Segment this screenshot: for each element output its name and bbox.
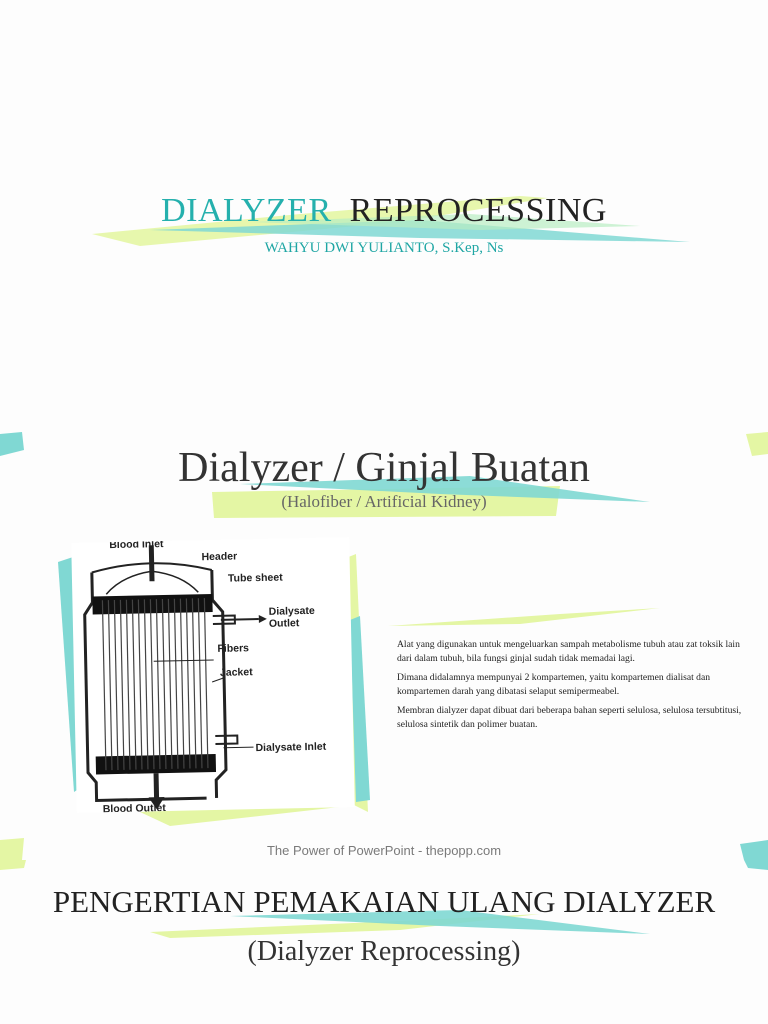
paragraph: Alat yang digunakan untuk mengeluarkan sampah metabolisme tubuh atau zat toksik lain dari dalam tubuh, bila fungsi ginjal sudah tidak memadai lagi.	[397, 639, 740, 664]
author-subtitle: WAHYU DWI YULIANTO, S.Kep, Ns	[264, 240, 504, 256]
label-dialysate-outlet-1: Dialysate	[268, 604, 315, 618]
slide-subtitle: (Halofiber / Artificial Kidney)	[281, 492, 487, 511]
slide-title	[0, 192, 768, 230]
label-header: Header	[201, 550, 238, 564]
label-dialysate-inlet: Dialysate Inlet	[255, 740, 327, 755]
slide-title: Dialyzer / Ginjal Buatan	[178, 445, 590, 491]
description-text	[397, 638, 742, 738]
title-rest: REPROCESSING	[349, 192, 607, 229]
slide-title: PENGERTIAN PEMAKAIAN ULANG DIALYZER	[52, 884, 716, 919]
label-jacket: Jacket	[219, 666, 253, 679]
label-tube-sheet: Tube sheet	[227, 571, 283, 585]
title-slide	[0, 0, 768, 420]
label-fibers: Fibers	[217, 642, 250, 655]
label-blood-inlet: Blood Inlet	[109, 538, 164, 552]
dialyzer-drawing	[71, 537, 355, 813]
title-accent: DIALYZER	[161, 192, 332, 229]
label-dialysate-outlet-2: Outlet	[268, 617, 300, 630]
label-blood-outlet: Blood Outlet	[102, 802, 166, 813]
dialyzer-diagram	[71, 537, 355, 813]
slide-footer: The Power of PowerPoint - thepopp.com	[266, 843, 502, 858]
content-slide	[0, 420, 768, 860]
section-slide	[0, 860, 768, 1024]
paragraph: Dimana didalamnya mempunyai 2 kompartemen, yaitu kompartemen dialisat dan kompartemen darah yang dibatasi selaput semipermeabel.	[397, 672, 711, 697]
paragraph: Membran dialyzer dapat dibuat dari beberapa bahan seperti selulosa, selulosa tersubtitusi, selulosa sintetik dan polimer buatan.	[397, 705, 742, 731]
slide-subtitle: (Dialyzer Reprocessing)	[247, 936, 521, 967]
